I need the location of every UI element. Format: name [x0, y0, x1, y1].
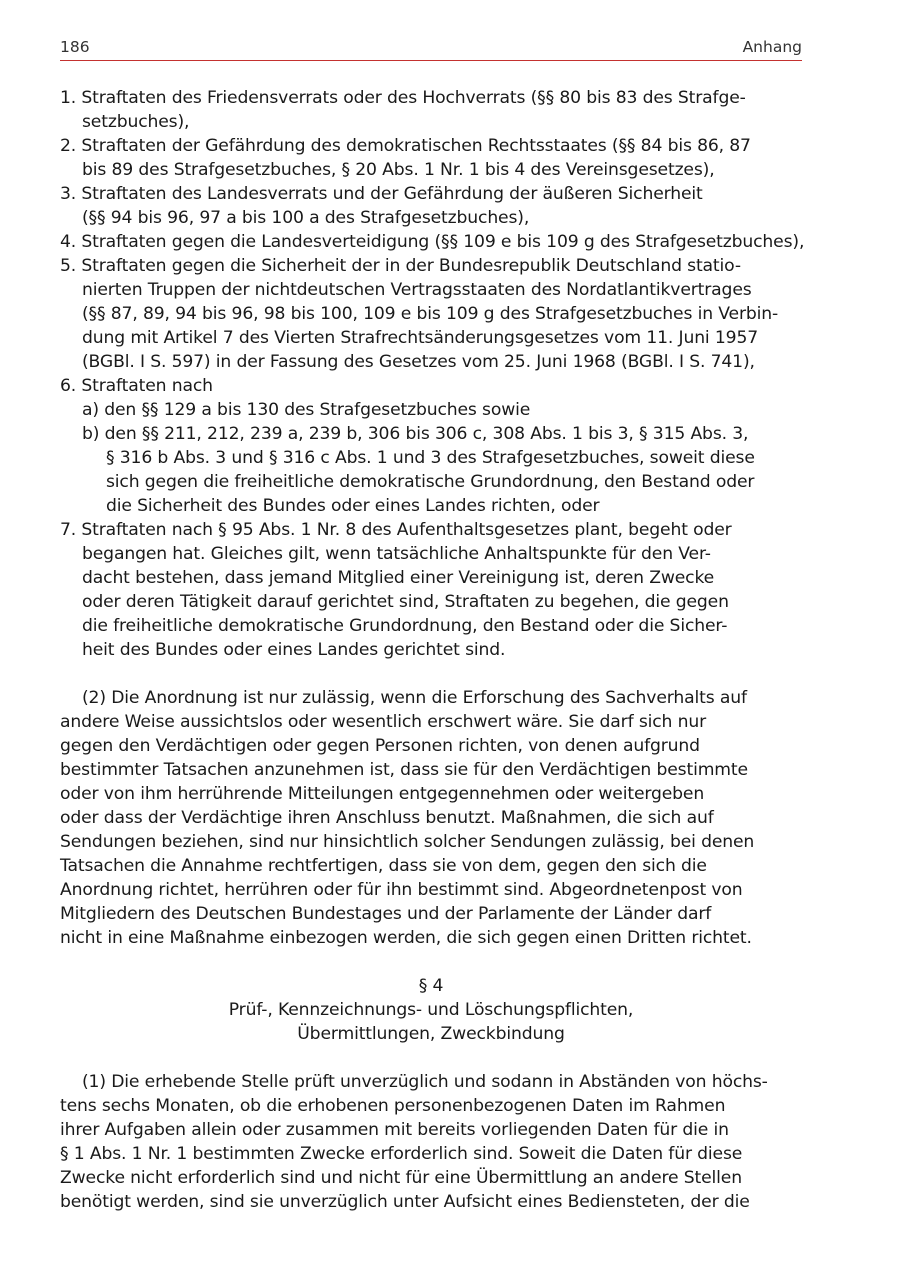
text-line: Mitgliedern des Deutschen Bundestages und der Parlamente der Länder darf — [60, 904, 712, 924]
text-line: nicht in eine Maßnahme einbezogen werden, die sich gegen einen Dritten richtet. — [60, 928, 752, 948]
paragraph-gap — [60, 950, 802, 974]
text-line: bestimmter Tatsachen anzunehmen ist, dass sie für den Verdächtigen bestimmte — [60, 760, 748, 780]
text-line: bis 89 des Strafgesetzbuches, § 20 Abs. 1 Nr. 1 bis 4 des Vereinsgesetzes), — [82, 160, 715, 180]
text-line: (§§ 87, 89, 94 bis 96, 98 bis 100, 109 e bis 109 g des Strafgesetzbuches in Verbin- — [82, 304, 779, 324]
text-line: 5. Straftaten gegen die Sicherheit der in der Bundesrepublik Deutschland statio- — [60, 256, 741, 276]
running-header — [60, 38, 802, 58]
text-line: andere Weise aussichtslos oder wesentlich erschwert wäre. Sie darf sich nur — [60, 712, 707, 732]
text-line: nierten Truppen der nichtdeutschen Vertragsstaaten des Nordatlantikvertrages — [82, 280, 752, 300]
text-line: a) den §§ 129 a bis 130 des Strafgesetzbuches sowie — [82, 400, 531, 420]
text-line: Zwecke nicht erforderlich sind und nicht für eine Übermittlung an andere Stellen — [60, 1168, 742, 1188]
text-line: die Sicherheit des Bundes oder eines Landes richten, oder — [106, 496, 600, 516]
text-line: Tatsachen die Annahme rechtfertigen, dass sie von dem, gegen den sich die — [60, 856, 707, 876]
text-line: die freiheitliche demokratische Grundordnung, den Bestand oder die Sicher- — [82, 616, 728, 636]
text-line: (1) Die erhebende Stelle prüft unverzüglich und sodann in Abständen von höchs- — [82, 1072, 768, 1092]
text-line: oder von ihm herrührende Mitteilungen entgegennehmen oder weitergeben — [60, 784, 705, 804]
text-line: 4. Straftaten gegen die Landesverteidigung (§§ 109 e bis 109 g des Strafgesetzbuches), — [60, 232, 805, 252]
paragraph-gap — [60, 1046, 802, 1070]
heading-line: Prüf-, Kennzeichnungs- und Löschungspflichten, — [228, 1000, 634, 1020]
text-line: Anordnung richtet, herrühren oder für ihn bestimmt sind. Abgeordnetenpost von — [60, 880, 743, 900]
text-line: (§§ 94 bis 96, 97 a bis 100 a des Strafgesetzbuches), — [82, 208, 530, 228]
text-line: § 1 Abs. 1 Nr. 1 bestimmten Zwecke erforderlich sind. Soweit die Daten für diese — [60, 1144, 743, 1164]
text-line: 3. Straftaten des Landesverrats und der Gefährdung der äußeren Sicherheit — [60, 184, 703, 204]
page-number: 186 — [60, 38, 90, 56]
heading-line: § 4 — [418, 976, 444, 996]
text-line: benötigt werden, sind sie unverzüglich unter Aufsicht eines Bediensteten, der die — [60, 1192, 750, 1212]
text-line: begangen hat. Gleiches gilt, wenn tatsächliche Anhaltspunkte für den Ver- — [82, 544, 711, 564]
text-line: oder deren Tätigkeit darauf gerichtet sind, Straftaten zu begehen, die gegen — [82, 592, 729, 612]
text-line: heit des Bundes oder eines Landes gerichtet sind. — [82, 640, 506, 660]
text-line: 2. Straftaten der Gefährdung des demokratischen Rechtsstaates (§§ 84 bis 86, 87 — [60, 136, 751, 156]
text-line: ihrer Aufgaben allein oder zusammen mit bereits vorliegenden Daten für die in — [60, 1120, 729, 1140]
text-line: (2) Die Anordnung ist nur zulässig, wenn die Erforschung des Sachverhalts auf — [82, 688, 747, 708]
document-body — [60, 86, 805, 1214]
text-line: sich gegen die freiheitliche demokratische Grundordnung, den Bestand oder — [106, 472, 755, 492]
text-line: 7. Straftaten nach § 95 Abs. 1 Nr. 8 des Aufenthaltsgesetzes plant, begeht oder — [60, 520, 732, 540]
text-line: setzbuches), — [82, 112, 190, 132]
text-line: gegen den Verdächtigen oder gegen Personen richten, von denen aufgrund — [60, 736, 700, 756]
text-line: Sendungen beziehen, sind nur hinsichtlich solcher Sendungen zulässig, bei denen — [60, 832, 755, 852]
text-line: (BGBl. I S. 597) in der Fassung des Gesetzes vom 25. Juni 1968 (BGBl. I S. 741), — [82, 352, 755, 372]
section-title: Anhang — [742, 38, 802, 56]
text-line: § 316 b Abs. 3 und § 316 c Abs. 1 und 3 des Strafgesetzbuches, soweit diese — [106, 448, 755, 468]
text-line: 1. Straftaten des Friedensverrats oder des Hochverrats (§§ 80 bis 83 des Strafge- — [60, 88, 746, 108]
text-line: dung mit Artikel 7 des Vierten Strafrechtsänderungsgesetzes vom 11. Juni 1957 — [82, 328, 759, 348]
text-line: 6. Straftaten nach — [60, 376, 213, 396]
text-line: dacht bestehen, dass jemand Mitglied einer Vereinigung ist, deren Zwecke — [82, 568, 715, 588]
heading-line: Übermittlungen, Zweckbindung — [297, 1024, 565, 1044]
header-rule — [60, 60, 802, 61]
paragraph-gap — [60, 662, 802, 686]
text-line: tens sechs Monaten, ob die erhobenen personenbezogenen Daten im Rahmen — [60, 1096, 726, 1116]
text-line: b) den §§ 211, 212, 239 a, 239 b, 306 bis 306 c, 308 Abs. 1 bis 3, § 315 Abs. 3, — [82, 424, 749, 444]
text-line: oder dass der Verdächtige ihren Anschluss benutzt. Maßnahmen, die sich auf — [60, 808, 714, 828]
